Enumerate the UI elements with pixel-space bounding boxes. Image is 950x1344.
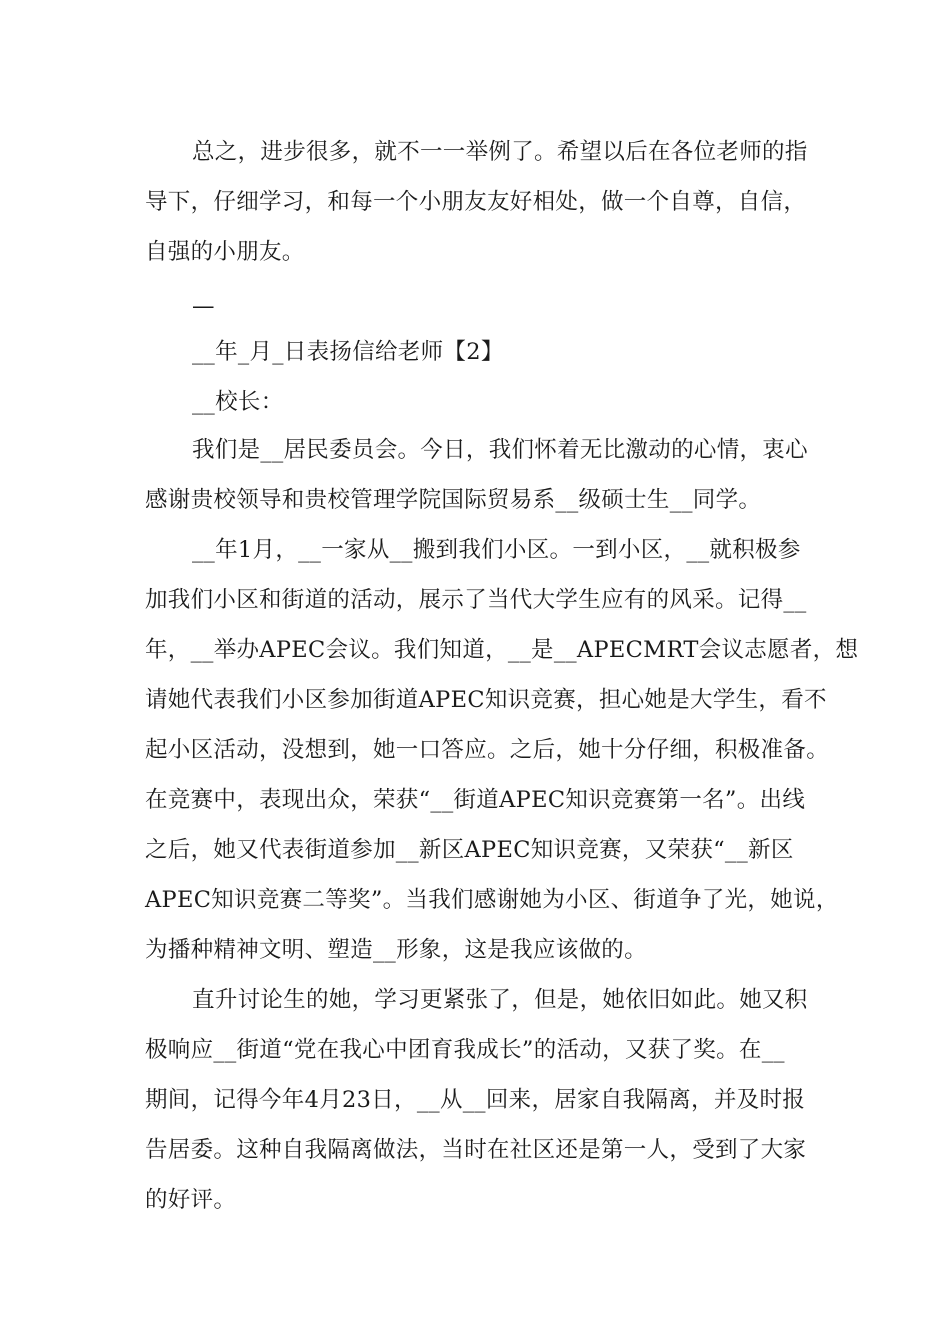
paragraph-3-line-2: 加我们小区和街道的活动，展示了当代大学生应有的风采。记得__ xyxy=(145,587,807,613)
paragraph-3-line-9: 为播种精神文明、塑造__形象，这是我应该做的。 xyxy=(145,937,647,963)
paragraph-1-line-3: 自强的小朋友。 xyxy=(145,239,305,265)
paragraph-3-line-4: 请她代表我们小区参加街道APEC知识竞赛，担心她是大学生，看不 xyxy=(145,687,827,713)
paragraph-3-line-3: 年，__举办APEC会议。我们知道，__是__APECMRT会议志愿者，想 xyxy=(145,637,859,663)
letter-salutation: __校长： xyxy=(192,389,284,415)
paragraph-3-line-1: __年1月，__一家从__搬到我们小区。一到小区，__就积极参 xyxy=(192,537,801,563)
paragraph-4-line-3: 期间，记得今年4月23日，__从__回来，居家自我隔离，并及时报 xyxy=(145,1087,806,1113)
letter-title: __年_月_日表扬信给老师【2】 xyxy=(192,339,504,365)
paragraph-3-line-6: 在竞赛中，表现出众，荣获“__街道APEC知识竞赛第一名”。出线 xyxy=(145,787,806,813)
paragraph-4-line-1: 直升讨论生的她，学习更紧张了，但是，她依旧如此。她又积 xyxy=(192,987,808,1013)
paragraph-2-line-1: 我们是__居民委员会。今日，我们怀着无比激动的心情，衷心 xyxy=(192,437,808,463)
paragraph-3-line-8: APEC知识竞赛二等奖”。当我们感谢她为小区、街道争了光，她说， xyxy=(145,887,839,913)
paragraph-4-line-5: 的好评。 xyxy=(145,1187,237,1213)
paragraph-4-line-4: 告居委。这种自我隔离做法，当时在社区还是第一人，受到了大家 xyxy=(145,1137,807,1163)
paragraph-3-line-5: 起小区活动，没想到，她一口答应。之后，她十分仔细，积极准备。 xyxy=(145,737,830,763)
paragraph-2-line-2: 感谢贵校领导和贵校管理学院国际贸易系__级硕士生__同学。 xyxy=(145,487,762,513)
paragraph-4-line-2: 极响应__街道“党在我心中团育我成长”的活动，又获了奖。在__ xyxy=(145,1037,785,1063)
paragraph-3-line-7: 之后，她又代表街道参加__新区APEC知识竞赛，又荣获“__新区 xyxy=(145,837,794,863)
paragraph-1-line-1: 总之，进步很多，就不一一举例了。希望以后在各位老师的指 xyxy=(192,139,808,165)
separator-dash: — xyxy=(192,293,215,319)
paragraph-1-line-2: 导下，仔细学习，和每一个小朋友友好相处，做一个自尊，自信， xyxy=(145,189,807,215)
